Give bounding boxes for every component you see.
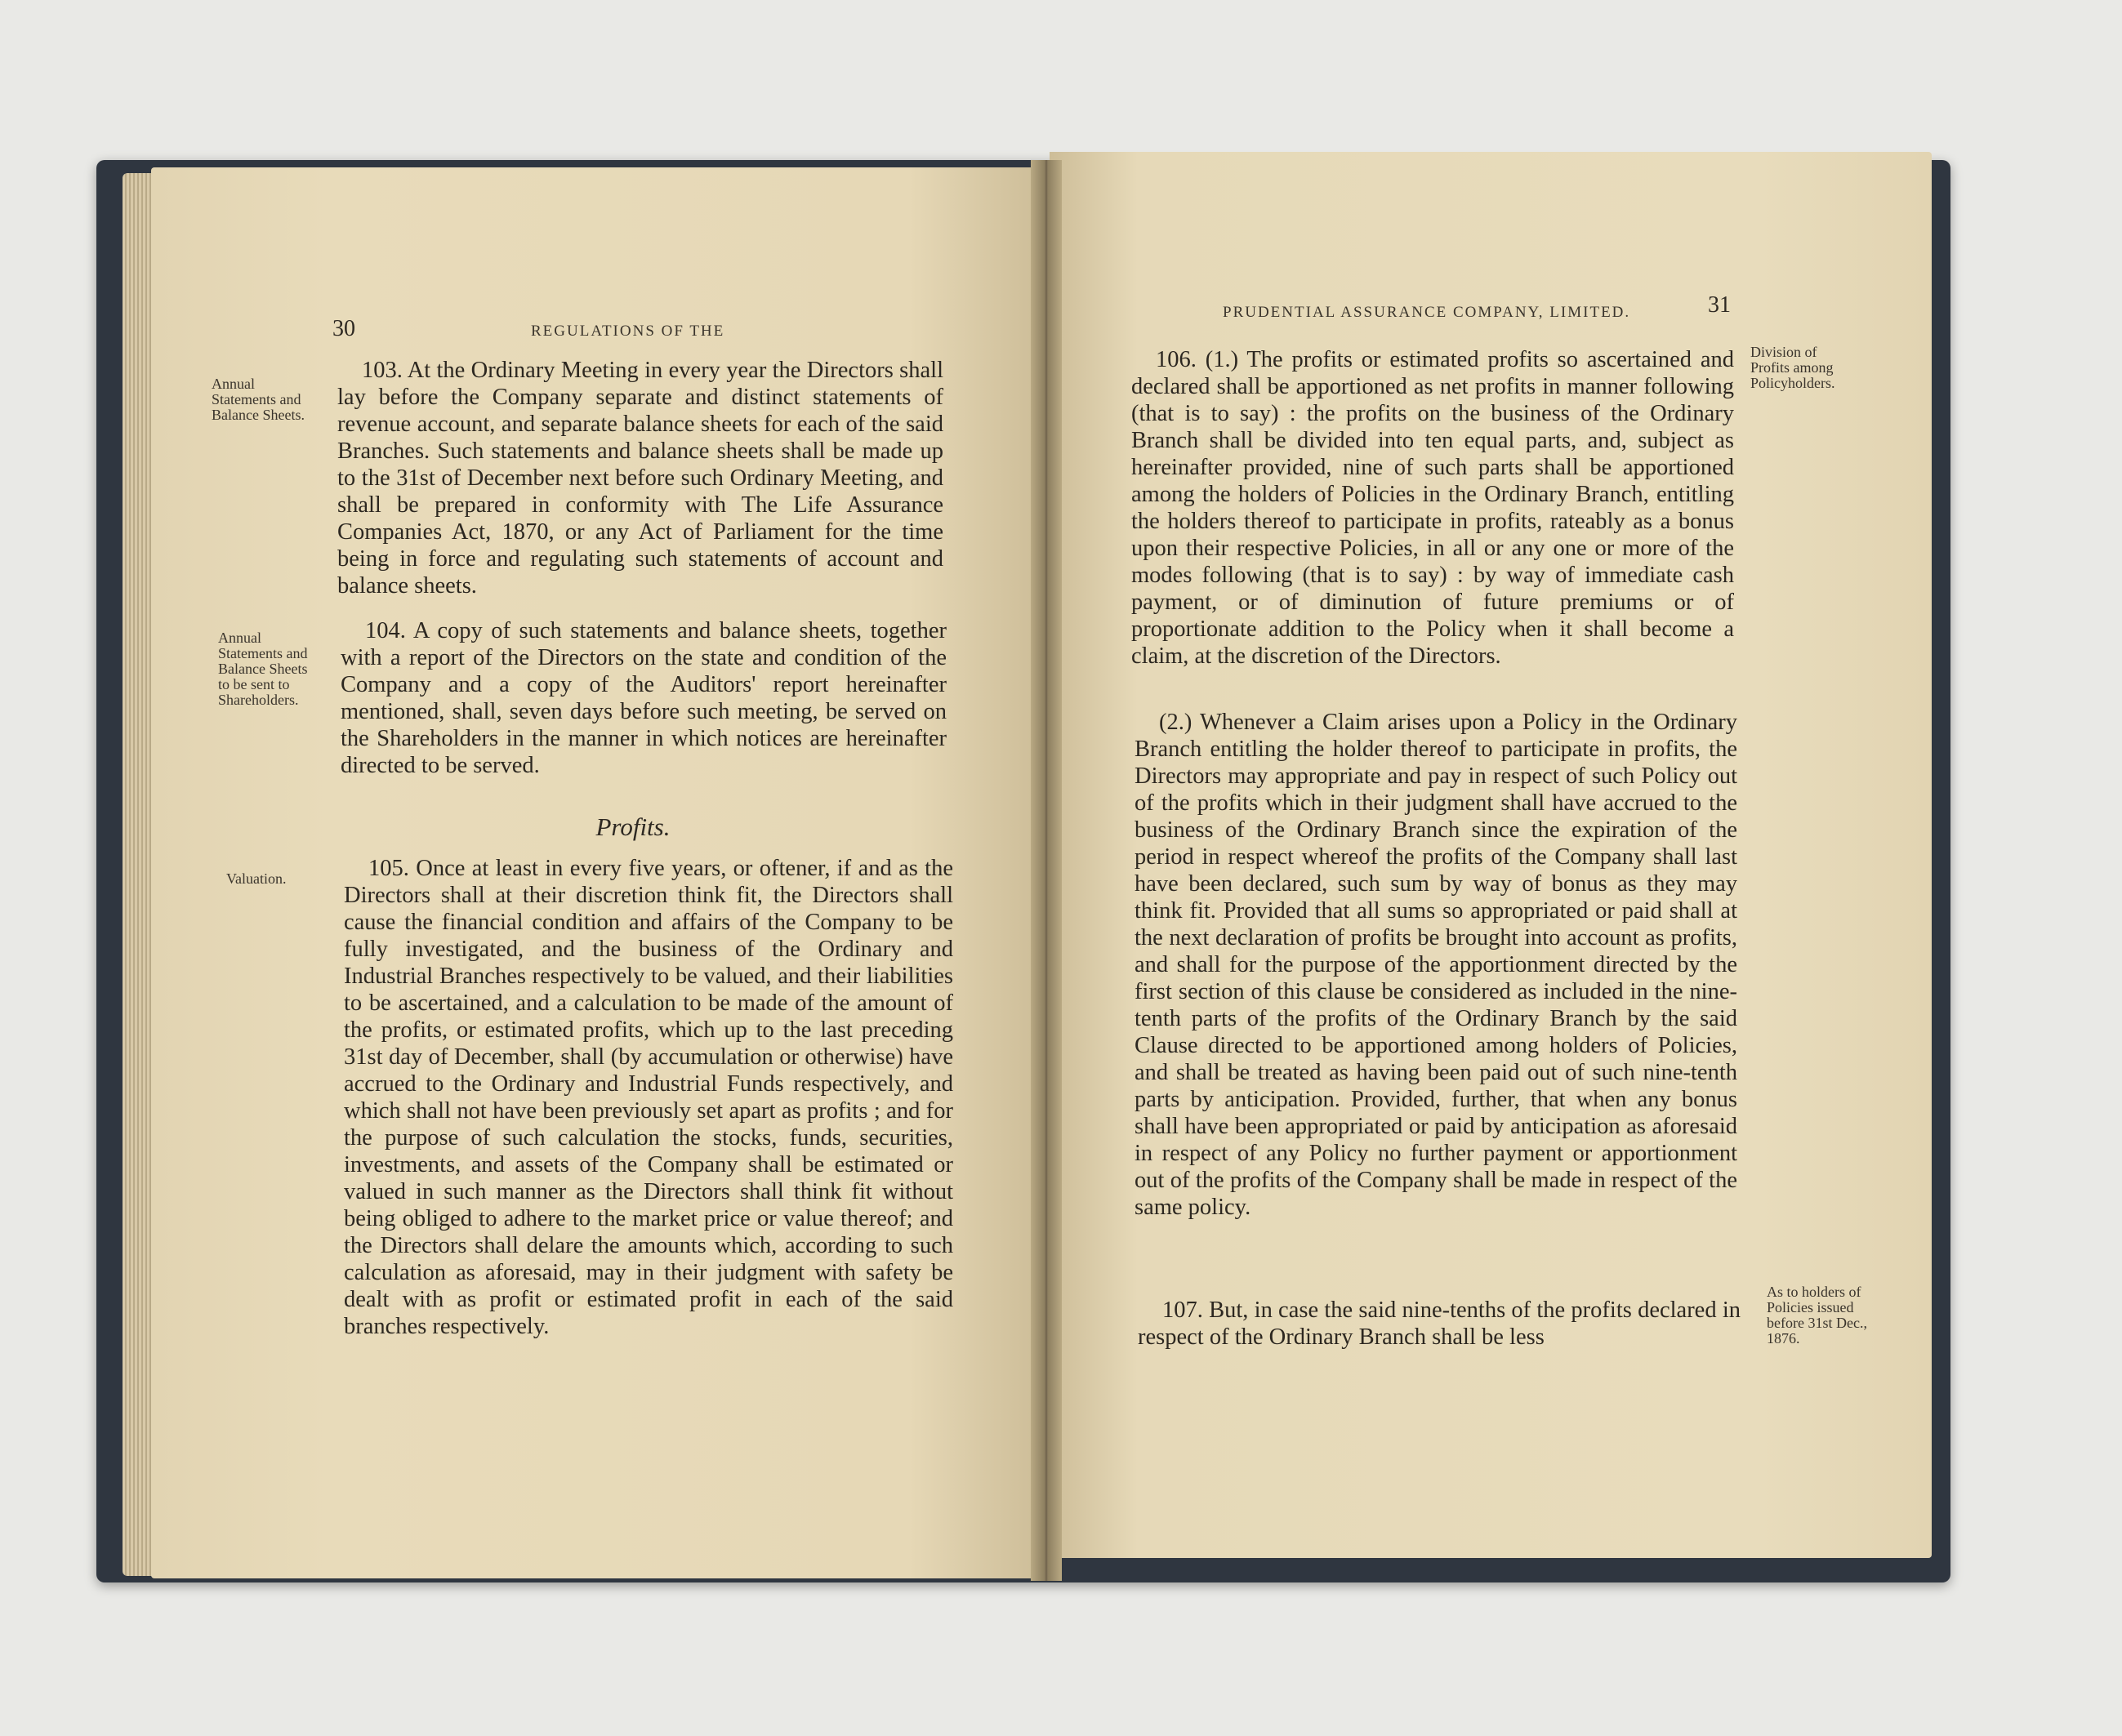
paragraph-106: 106. (1.) The profits or estimated profits so ascertained and declared shall be apportioned as net profits in manner following (that is to say) : the profits on the business of the Ordinary Branch shall be divided into ten equal parts, and, subject as hereinafter provided, nine of such parts shall be apportioned among the holders of Policies in the Ordinary Branch, entitling the holders thereof to participate in profits, rateably as a bonus upon their respective Policies, in all or any one or more of the modes following (that is to say) : by way of immediate cash payment, or of diminution of future premiums or of proportionate addition to the Policy when it shall become a claim, at the discretion of the Directors. (1131, 347, 1734, 669)
paragraph-103: 103. At the Ordinary Meeting in every year the Directors shall lay before the Company separate and distinct statements of revenue account, and separate balance sheets for each of the said Branches. Such statements and balance sheets shall be made up to the 31st of December next before such Ordinary Meeting, and shall be prepared in conformity with The Life Assurance Companies Act, 1870, or any Act of Parliament for the time being in force and regulating such statements of account and balance sheets. (337, 358, 943, 599)
margin-note-holders-before-1876: As to holders of Policies issued before 31st Dec., 1876. (1767, 1284, 1867, 1347)
margin-note-sent-to-shareholders: Annual Statements and Balance Sheets to be sent to Shareholders. (218, 630, 308, 708)
paragraph-106-2: (2.) Whenever a Claim arises upon a Policy in the Ordinary Branch entitling the holder thereof to participate in profits, the Directors may appropriate and pay in respect of such Policy out of the profits which in their judgment shall have accrued to the business of the Ordinary Branch since the expiration of the period in respect whereof the profits of the Company shall last have been declared, such sum by way of bonus as they may think fit. Provided that all sums so appropriated or paid shall at the next declaration of profits be brought into account as profits, and shall for the purpose of the apportionment directed by the first section of this clause be considered as included in the nine-tenth parts of the profits of the Ordinary Branch by the said Clause directed to be apportioned among holders of Policies, and shall be treated as having been paid out of such nine-tenth parts by anticipation. Provided, further, that when any bonus shall have been appropriated or paid by anticipation as aforesaid in respect of any Policy no further payment or apportionment out of the profits of the Company shall be made in respect of the same policy. (1135, 710, 1737, 1220)
left-page (151, 167, 1041, 1578)
section-heading-profits: Profits. (595, 812, 671, 841)
left-running-head: REGULATIONS OF THE (531, 323, 725, 340)
paragraph-105: 105. Once at least in every five years, or oftener, if and as the Directors shall at their discretion think fit, the Directors shall cause the financial condition and affairs of the Company to be fully investigated, and the business of the Ordinary and Industrial Branches respectively to be valued, and their liabilities to be ascertained, and a calculation to be made of the amount of the profits, or estimated profits, which up to the last preceding 31st day of December, shall (by accumulation or otherwise) have accrued to the Ordinary and Industrial Funds respectively, and which shall not have been previously set apart as profits ; and for the purpose of such calculation the stocks, funds, securities, investments, and assets of the Company shall be estimated or valued in such manner as the Directors shall think fit without being obliged to adhere to the market price or value thereof; and the Directors shall delare the amounts which, according to such calculation as aforesaid, may in their judgment with safety be dealt with as profit or estimated profit in each of the said branches respectively. (344, 856, 953, 1339)
right-page (1050, 152, 1932, 1558)
paragraph-104: 104. A copy of such statements and balance sheets, together with a report of the Directors on the state and condition of the Company and a copy of the Auditors' report hereinafter mentioned, shall, seven days before such meeting, be served on the Shareholders in the manner in which notices are hereinafter directed to be served. (341, 618, 947, 778)
left-page-number: 30 (332, 316, 355, 341)
book-gutter (1031, 160, 1062, 1581)
margin-note-annual-statements: Annual Statements and Balance Sheets. (212, 376, 305, 423)
right-page-number: 31 (1708, 292, 1731, 318)
paragraph-107: 107. But, in case the said nine-tenths of the profits declared in respect of the Ordinary Branch shall be less (1138, 1298, 1741, 1350)
margin-note-valuation: Valuation. (226, 870, 287, 887)
right-running-head: PRUDENTIAL ASSURANCE COMPANY, LIMITED. (1223, 304, 1631, 321)
margin-note-division-of-profits: Division of Profits among Policyholders. (1750, 344, 1835, 391)
